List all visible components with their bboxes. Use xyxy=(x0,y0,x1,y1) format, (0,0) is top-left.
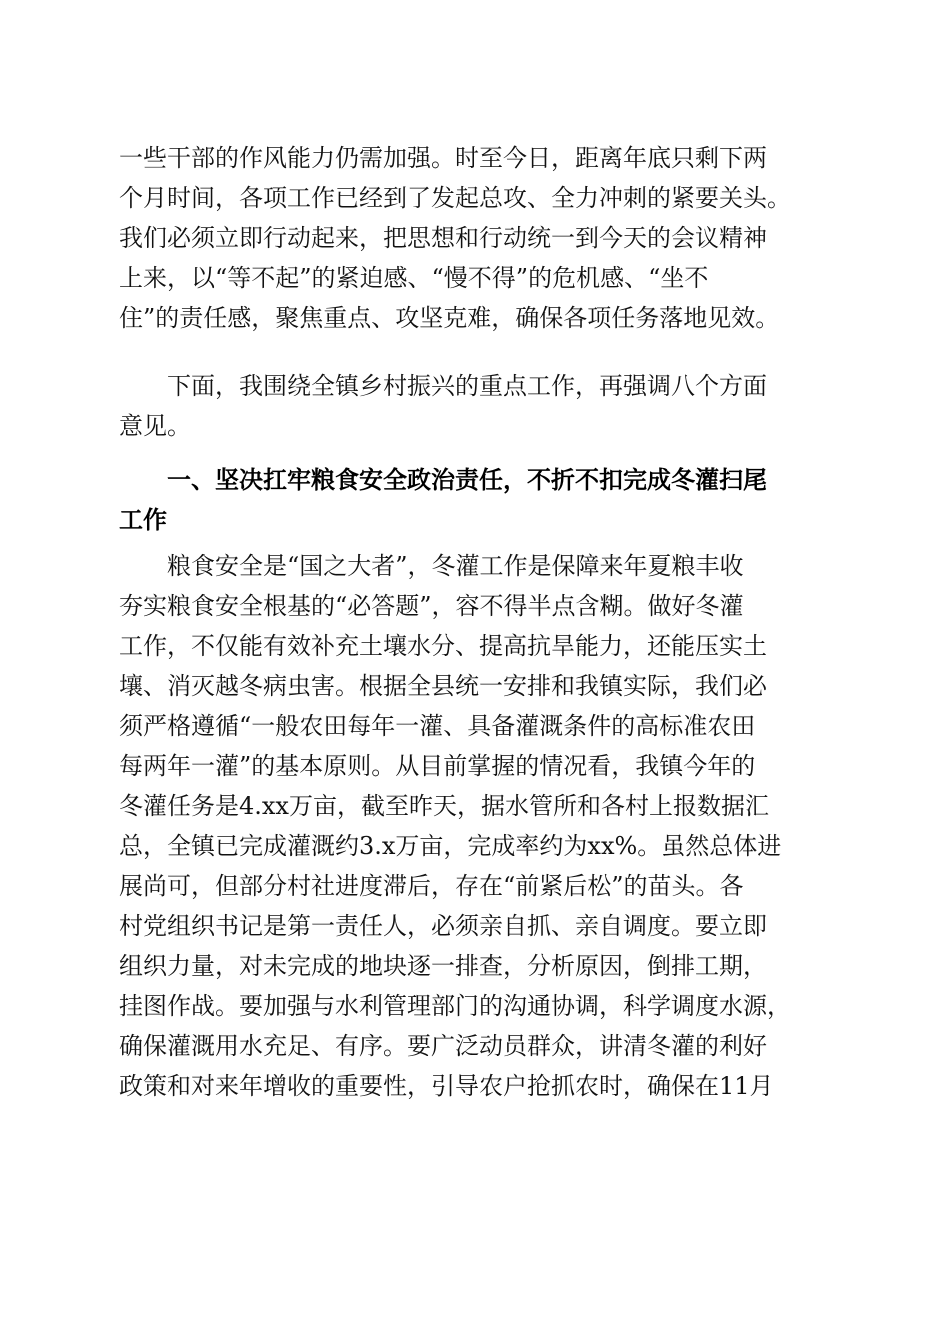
text-line: 粮食安全是“国之大者”，冬灌工作是保障来年夏粮丰收 xyxy=(119,552,744,580)
text-line: 确保灌溉用水充足、有序。要广泛动员群众，讲清冬灌的利好 xyxy=(119,1032,767,1060)
text-line: 组织力量，对未完成的地块逐一排查，分析原因，倒排工期， xyxy=(119,952,767,980)
paragraph-intro xyxy=(119,366,832,446)
heading-line: 一、坚决扛牢粮食安全政治责任，不折不扣完成冬灌扫尾 xyxy=(119,466,767,494)
text-line: 上来，以“等不起”的紧迫感、“慢不得”的危机感、“坐不 xyxy=(119,264,709,292)
text-line: 夯实粮食安全根基的“必答题”，容不得半点含糊。做好冬灌 xyxy=(119,592,744,620)
heading-line: 工作 xyxy=(119,506,167,534)
text-line: 一些干部的作风能力仍需加强。时至今日，距离年底只剩下两 xyxy=(119,144,767,172)
text-line: 壤、消灭越冬病虫害。根据全县统一安排和我镇实际，我们必 xyxy=(119,672,767,700)
text-line: 政策和对来年增收的重要性，引导农户抢抓农时，确保在11月 xyxy=(119,1072,774,1100)
text-line: 展尚可，但部分村社进度滞后，存在“前紧后松”的苗头。各 xyxy=(119,872,744,900)
text-line: 总，全镇已完成灌溉约3.x万亩，完成率约为xx%。虽然总体进 xyxy=(119,832,782,860)
text-line: 冬灌任务是4.xx万亩，截至昨天，据水管所和各村上报数据汇 xyxy=(119,792,769,820)
text-line: 我们必须立即行动起来，把思想和行动统一到今天的会议精神 xyxy=(119,224,767,252)
text-line: 住”的责任感，聚焦重点、攻坚克难，确保各项任务落地见效。 xyxy=(119,304,780,332)
paragraph-section-one xyxy=(119,546,832,1106)
text-line: 挂图作战。要加强与水利管理部门的沟通协调，科学调度水源， xyxy=(119,992,791,1020)
text-line: 村党组织书记是第一责任人，必须亲自抓、亲自调度。要立即 xyxy=(119,912,767,940)
section-heading xyxy=(119,460,832,540)
text-line: 下面，我围绕全镇乡村振兴的重点工作，再强调八个方面 xyxy=(119,372,767,400)
text-line: 个月时间，各项工作已经到了发起总攻、全力冲刺的紧要关头。 xyxy=(119,184,791,212)
paragraph-continued xyxy=(119,138,832,338)
text-line: 须严格遵循“一般农田每年一灌、具备灌溉条件的高标准农田 xyxy=(119,712,756,740)
text-line: 意见。 xyxy=(119,412,191,440)
text-line: 工作，不仅能有效补充土壤水分、提高抗旱能力，还能压实土 xyxy=(119,632,767,660)
text-line: 每两年一灌”的基本原则。从目前掌握的情况看，我镇今年的 xyxy=(119,752,756,780)
